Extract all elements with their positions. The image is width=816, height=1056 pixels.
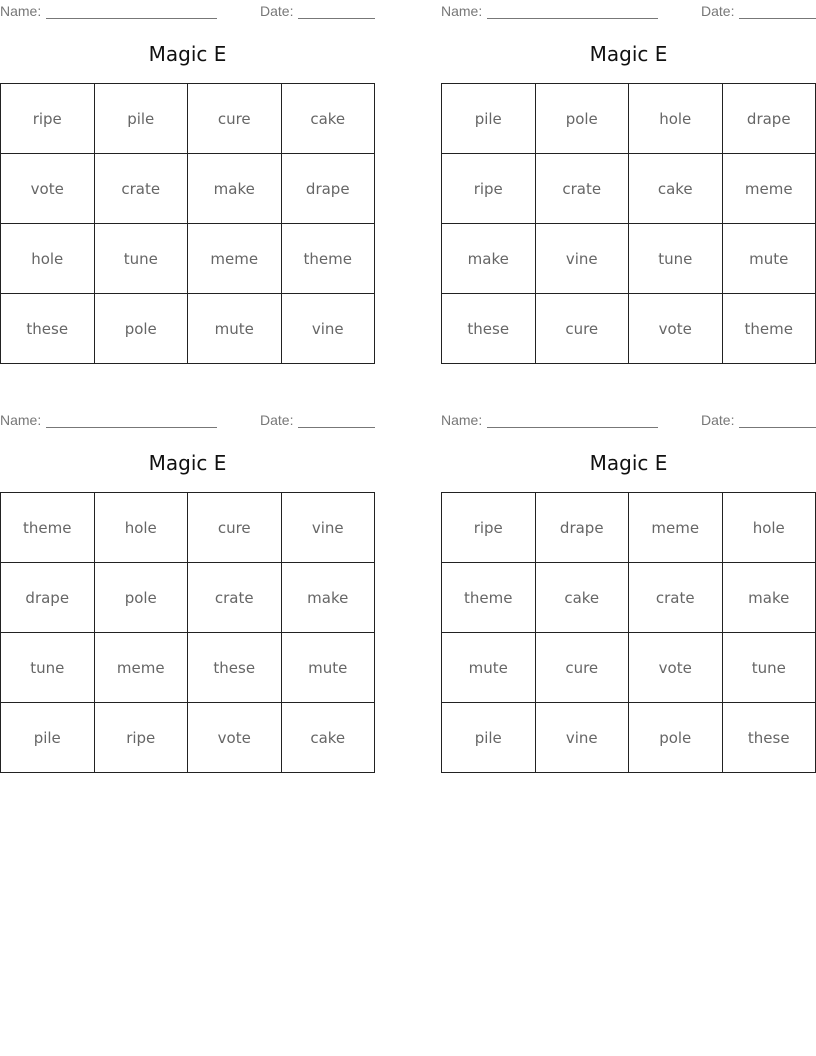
word-cell: crate [535, 154, 629, 224]
word-cell: vote [629, 633, 723, 703]
date-line[interactable] [739, 18, 816, 19]
grid-row [442, 493, 816, 563]
word-grid [441, 492, 816, 773]
word-cell: tune [722, 633, 816, 703]
grid-row [442, 294, 816, 364]
word-cell: mute [722, 224, 816, 294]
word-cell: vine [281, 294, 375, 364]
word-cell: tune [94, 224, 188, 294]
word-grid [441, 83, 816, 364]
word-cell: pole [94, 294, 188, 364]
word-cell: theme [1, 493, 95, 563]
word-cell: drape [281, 154, 375, 224]
word-cell: these [722, 703, 816, 773]
word-cell: mute [281, 633, 375, 703]
word-cell: these [188, 633, 282, 703]
card-title: Magic E [148, 451, 227, 475]
word-cell: cure [535, 294, 629, 364]
grid-row [442, 154, 816, 224]
card-header [0, 412, 375, 428]
word-cell: mute [188, 294, 282, 364]
word-cell: pile [1, 703, 95, 773]
word-cell: ripe [1, 84, 95, 154]
grid-row [1, 224, 375, 294]
word-cell: ripe [94, 703, 188, 773]
card-title: Magic E [589, 42, 668, 66]
name-line[interactable] [487, 427, 658, 428]
card-title: Magic E [589, 451, 668, 475]
card-header [0, 3, 375, 19]
word-cell: pile [94, 84, 188, 154]
word-cell: meme [629, 493, 723, 563]
word-cell: hole [722, 493, 816, 563]
word-cell: pole [94, 563, 188, 633]
grid-row [442, 633, 816, 703]
word-cell: vote [629, 294, 723, 364]
word-cell: ripe [442, 493, 536, 563]
name-label: Name: [441, 412, 483, 428]
name-label: Name: [441, 3, 483, 19]
grid-row [442, 563, 816, 633]
name-line[interactable] [46, 18, 217, 19]
word-cell: tune [1, 633, 95, 703]
card-title: Magic E [148, 42, 227, 66]
name-line[interactable] [487, 18, 658, 19]
word-cell: cure [188, 493, 282, 563]
word-cell: drape [1, 563, 95, 633]
date-label: Date: [701, 412, 735, 428]
word-cell: make [442, 224, 536, 294]
word-cell: vote [1, 154, 95, 224]
word-cell: hole [629, 84, 723, 154]
word-cell: meme [188, 224, 282, 294]
word-cell: ripe [442, 154, 536, 224]
card-header [441, 412, 816, 428]
word-grid [0, 83, 375, 364]
word-cell: pole [535, 84, 629, 154]
date-label: Date: [260, 3, 294, 19]
word-cell: cure [188, 84, 282, 154]
card-header [441, 3, 816, 19]
word-cell: crate [94, 154, 188, 224]
word-cell: meme [94, 633, 188, 703]
grid-row [442, 224, 816, 294]
word-cell: make [188, 154, 282, 224]
date-line[interactable] [298, 18, 375, 19]
word-cell: theme [442, 563, 536, 633]
grid-row [1, 493, 375, 563]
word-cell: drape [535, 493, 629, 563]
grid-row [442, 703, 816, 773]
grid-row [1, 294, 375, 364]
grid-row [1, 563, 375, 633]
word-cell: cake [535, 563, 629, 633]
word-cell: vote [188, 703, 282, 773]
grid-row [1, 633, 375, 703]
word-cell: cake [281, 84, 375, 154]
date-line[interactable] [298, 427, 375, 428]
word-cell: cake [629, 154, 723, 224]
word-cell: pile [442, 703, 536, 773]
word-cell: pole [629, 703, 723, 773]
date-label: Date: [260, 412, 294, 428]
word-cell: theme [281, 224, 375, 294]
word-cell: meme [722, 154, 816, 224]
grid-row [1, 703, 375, 773]
date-label: Date: [701, 3, 735, 19]
word-cell: these [1, 294, 95, 364]
word-cell: tune [629, 224, 723, 294]
grid-row [1, 154, 375, 224]
name-label: Name: [0, 3, 42, 19]
word-cell: crate [188, 563, 282, 633]
word-cell: hole [94, 493, 188, 563]
word-cell: vine [535, 703, 629, 773]
word-cell: make [722, 563, 816, 633]
grid-row [1, 84, 375, 154]
word-cell: theme [722, 294, 816, 364]
word-cell: vine [281, 493, 375, 563]
date-line[interactable] [739, 427, 816, 428]
name-line[interactable] [46, 427, 217, 428]
word-cell: vine [535, 224, 629, 294]
grid-row [442, 84, 816, 154]
word-cell: hole [1, 224, 95, 294]
word-cell: make [281, 563, 375, 633]
word-cell: cure [535, 633, 629, 703]
name-label: Name: [0, 412, 42, 428]
word-cell: cake [281, 703, 375, 773]
word-cell: crate [629, 563, 723, 633]
word-cell: pile [442, 84, 536, 154]
word-cell: mute [442, 633, 536, 703]
word-grid [0, 492, 375, 773]
word-cell: drape [722, 84, 816, 154]
word-cell: these [442, 294, 536, 364]
